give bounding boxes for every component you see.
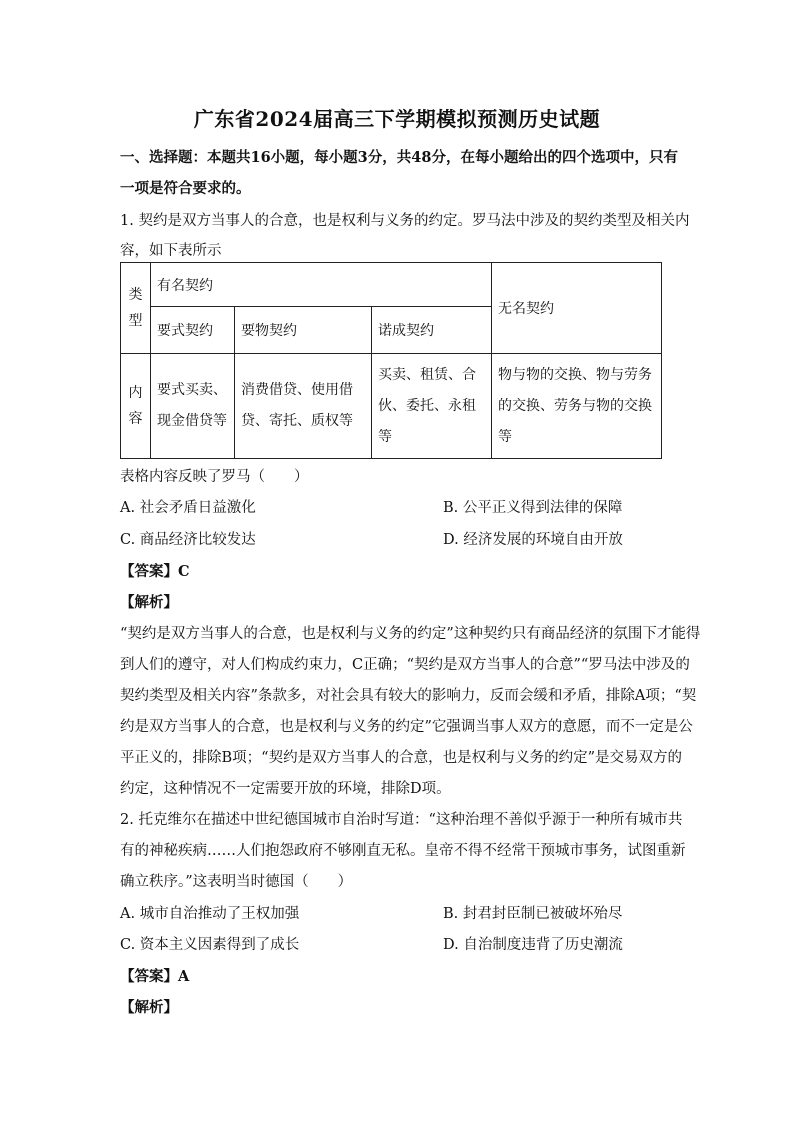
q1-stem-line-1: 1. 契约是双方当事人的合意，也是权利与义务的约定。罗马法中涉及的契约类型及相关内 [120,213,690,229]
page-title: 广东省2024届高三下学期模拟预测历史试题 [193,107,601,131]
q1-stem-line-2: 容，如下表所示 [120,243,222,259]
q1-option-b: B. 公平正义得到法律的保障 [443,500,623,516]
q2-stem-line: 确立秩序。”这表明当时德国（ ） [120,874,353,890]
q1-analysis-line: 到人们的遵守，对人们构成约束力，C正确；“契约是双方当事人的合意”“罗马法中涉及的 [120,657,690,673]
table-cell-formal-content: 要式买卖、现金借贷等 [151,354,235,459]
q1-analysis-line: “契约是双方当事人的合意，也是权利与义务的约定”这种契约只有商品经济的氛围下才能得 [120,626,701,642]
table-header-consensual: 诺成契约 [372,307,492,354]
q1-analysis-label: 【解析】 [120,594,178,611]
table-cell-unnamed-content: 物与物的交换、物与劳务的交换、劳务与物的交换等 [492,354,662,459]
q1-analysis-line: 平正义的，排除B项；“契约是双方当事人的合意，也是权利与义务的约定”是交易双方的 [120,750,682,766]
q1-analysis-line: 约定，这种情况不一定需要开放的环境，排除D项。 [120,781,451,797]
table-row-label-content: 内容 [121,354,151,459]
table-header-real: 要物契约 [235,307,372,354]
q2-answer: 【答案】A [120,968,190,985]
q2-option-b: B. 封君封臣制已被破坏殆尽 [443,906,623,922]
q2-stem-line: 有的神秘疾病……人们抱怨政府不够刚直无私。皇帝不得不经常干预城市事务，试图重新 [120,843,686,859]
table-header-named: 有名契约 [151,263,492,307]
section-heading-line-1: 一、选择题：本题共16小题，每小题3分，共48分，在每小题给出的四个选项中，只有 [120,149,678,166]
q1-option-c: C. 商品经济比较发达 [120,532,256,548]
q2-option-d: D. 自治制度违背了历史潮流 [443,937,623,953]
q2-stem-line: 2. 托克维尔在描述中世纪德国城市自治时写道：“这种治理不善似乎源于一种所有城市共 [120,812,683,828]
table-header-formal: 要式契约 [151,307,235,354]
contract-table [120,262,662,459]
q2-analysis-label: 【解析】 [120,999,178,1016]
q1-analysis-line: 契约类型及相关内容”条款多，对社会具有较大的影响力，反而会缓和矛盾，排除A项；“契 [120,688,697,704]
table-cell-real-content: 消费借贷、使用借贷、寄托、质权等 [235,354,372,459]
q1-question: 表格内容反映了罗马（ ） [120,469,309,485]
q2-option-c: C. 资本主义因素得到了成长 [120,937,300,953]
section-heading-line-2: 一项是符合要求的。 [120,180,251,197]
q1-answer: 【答案】C [120,563,190,580]
q2-option-a: A. 城市自治推动了王权加强 [120,906,300,922]
table-header-unnamed: 无名契约 [492,263,662,354]
table-header-type: 类型 [121,263,151,354]
q1-analysis-line: 约是双方当事人的合意，也是权利与义务的约定”它强调当事人双方的意愿，而不一定是公 [120,719,693,735]
q1-option-a: A. 社会矛盾日益激化 [120,500,256,516]
table-cell-consensual-content: 买卖、租赁、合伙、委托、永租等 [372,354,492,459]
q1-option-d: D. 经济发展的环境自由开放 [443,532,623,548]
